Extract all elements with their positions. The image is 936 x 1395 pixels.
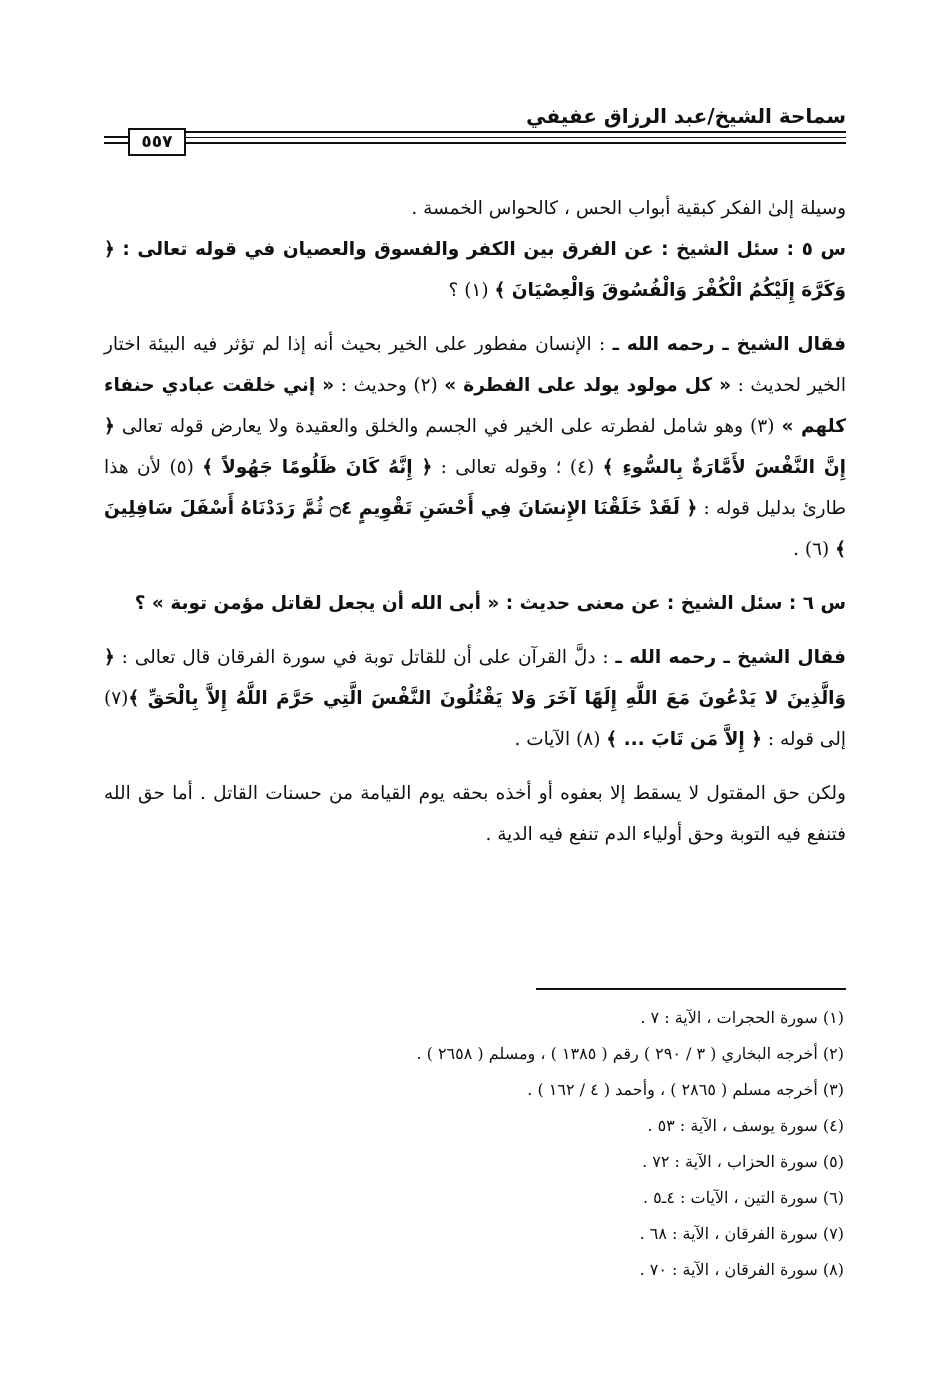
page-header — [104, 100, 846, 156]
question-5-text: س ٥ : سئل الشيخ : عن الفرق بين الكفر والفسوق والعصيان في قوله تعالى : ﴿ وَكَرَّهَ إِلَيْكُمُ الْكُفْرَ وَالْفُسُوقَ وَالْعِصْيَانَ ﴾ — [104, 239, 847, 301]
paragraph-6: ولكن حق المقتول لا يسقط إلا بعفوه أو أخذه بحقه يوم القيامة من حسنات القاتل . أما حق الله فتنفع فيه التوبة وحق أولياء الدم تنفع فيه الدية . — [104, 783, 846, 845]
header-rule-top — [186, 131, 846, 133]
answer-5 — [104, 324, 846, 570]
hadith-1: « كل مولود يولد على الفطرة » — [444, 375, 732, 396]
footnote-separator — [536, 988, 846, 990]
answer-6-part-b: (٧) إلى قوله : — [104, 688, 846, 750]
answer-6-part-a: : دلَّ القرآن على أن للقاتل توبة في سورة الفرقان قال تعالى : — [114, 647, 616, 668]
answer-6 — [104, 637, 846, 760]
answer-5-part-f: (٦) . — [793, 539, 836, 560]
footnote: (٥) سورة الحزاب ، الآية : ٧٢ . — [642, 1152, 844, 1171]
header-rule-middle — [186, 137, 846, 138]
footnote: (٢) أخرجه البخاري ( ٣ / ٢٩٠ ) رقم ( ١٣٨٥ ) ، ومسلم ( ٢٦٥٨ ) . — [416, 1044, 844, 1063]
header-rule-bottom — [186, 142, 846, 144]
answer-5-part-b: (٢) وحديث : — [334, 375, 445, 396]
main-text — [104, 188, 846, 855]
running-title: سماحة الشيخ/عبد الرزاق عفيفي — [526, 104, 846, 128]
quran-quote-3: ﴿ لَقَدْ خَلَقْنَا الإِنسَانَ فِي أَحْسَنِ تَقْوِيمٍ ۝٤ ثُمَّ رَدَدْنَاهُ أَسْفَلَ سَافِلِينَ ﴾ — [104, 498, 846, 560]
footnotes — [104, 1000, 844, 1288]
answer-6-part-c: (٨) الآيات . — [514, 729, 607, 750]
answer-5-part-a: : الإنسان مفطور على الخير بحيث أنه إذا لم تؤثر فيه البيئة اختار الخير لحديث : — [104, 334, 846, 396]
paragraph-1: وسيلة إلىٰ الفكر كبقية أبواب الحس ، كالحواس الخمسة . — [411, 198, 846, 219]
hadith-2: « إني خلقت عبادي حنفاء كلهم » — [104, 375, 846, 437]
footnote: (١) سورة الحجرات ، الآية : ٧ . — [640, 1008, 844, 1027]
footnote: (٣) أخرجه مسلم ( ٢٨٦٥ ) ، وأحمد ( ٤ / ١٦٢ ) . — [527, 1080, 844, 1099]
answer-5-intro: فقال الشيخ ـ رحمه الله ـ — [612, 334, 846, 355]
question-5 — [104, 229, 846, 311]
answer-5-part-e: (٥) لأن هذا طارئ بدليل قوله : — [104, 457, 846, 519]
answer-5-part-c: (٣) وهو شامل لفطرته على الخير في الجسم والخلق والعقيدة ولا يعارض قوله تعالى — [114, 416, 782, 437]
footnote: (٤) سورة يوسف ، الآية : ٥٣ . — [647, 1116, 844, 1135]
question-5-footnote-ref: (١) ؟ — [448, 280, 495, 301]
footnote: (٧) سورة الفرقان ، الآية : ٦٨ . — [639, 1224, 844, 1243]
header-rule-left-top — [104, 136, 128, 138]
answer-6-intro: فقال الشيخ ـ رحمه الله ـ — [615, 647, 846, 668]
answer-5-part-d: (٤) ؛ وقوله تعالى : — [432, 457, 603, 478]
page-number: ٥٥٧ — [128, 128, 186, 156]
quran-quote-5: ﴿ إِلاَّ مَن تَابَ ... ﴾ — [606, 729, 762, 750]
quran-quote-4: ﴿ وَالَّذِينَ لا يَدْعُونَ مَعَ اللَّهِ إِلَهًا آخَرَ وَلا يَقْتُلُونَ النَّفْسَ الَّتِي حَرَّمَ اللَّهُ إِلاَّ بِالْحَقِّ ﴾ — [104, 647, 846, 709]
quran-quote-1: ﴿ إِنَّ النَّفْسَ لأَمَّارَةٌ بِالسُّوءِ ﴾ — [104, 416, 846, 478]
quran-quote-2: ﴿ إِنَّهُ كَانَ ظَلُومًا جَهُولاً ﴾ — [202, 457, 433, 478]
header-rule-left-bottom — [104, 142, 128, 144]
question-6: س ٦ : سئل الشيخ : عن معنى حديث : « أبى الله أن يجعل لقاتل مؤمن توبة » ؟ — [134, 593, 846, 614]
footnote: (٨) سورة الفرقان ، الآية : ٧٠ . — [639, 1260, 844, 1279]
footnote: (٦) سورة التين ، الآيات : ٤ـ٥ . — [642, 1188, 844, 1207]
